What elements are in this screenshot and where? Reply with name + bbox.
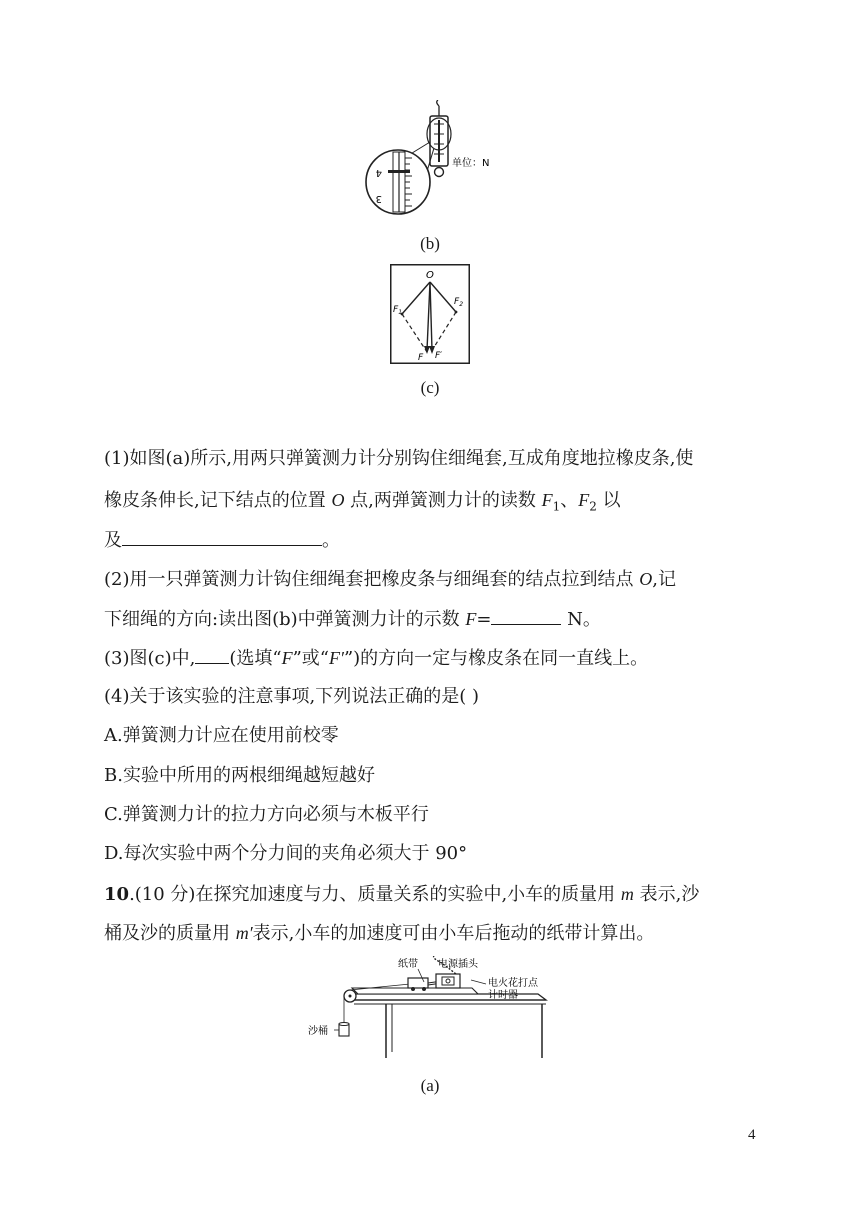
figure-b-tick-4: 4 [375,167,382,178]
figure-c-caption: (c) [420,378,440,397]
figure-a-caption: (a) [420,1076,440,1095]
figure-a-label-tape: 纸带 [398,959,418,970]
q4-option-a[interactable]: A.弹簧测力计应在使用前校零 [104,725,339,746]
figure-b-unit-label: 单位：N [452,158,490,169]
figure-c-label-f2: $F_2$ [454,297,464,308]
figure-c-force-diagram [390,264,470,364]
q4-option-b[interactable]: B.实验中所用的两根细绳越短越好 [104,765,375,786]
q3-line: (3)图(c)中, (选填“F”或“F′”)的方向一定与橡皮条在同一直线上。 [104,645,648,671]
q1-line-3: 及 。 [104,527,340,553]
figure-c-label-f: F [418,353,424,363]
q4-stem: (4)关于该实验的注意事项,下列说法正确的是( ) [104,686,479,707]
figure-c-label-f1: $F_1$ [393,305,403,316]
q1-answer-blank[interactable] [122,527,322,546]
figure-a-label-timer-1: 电火花打点 [488,978,538,989]
figure-b-caption: (b) [420,234,440,253]
figure-c-label-f-prime: F′ [435,351,443,361]
figure-a-apparatus [306,956,596,1066]
figure-a-label-bucket: 沙桶 [308,1026,328,1037]
q10-line-1: 10.(10 分)在探究加速度与力、质量关系的实验中,小车的质量用 m 表示,沙 [104,884,700,905]
q2-line-1: (2)用一只弹簧测力计钩住细绳套把橡皮条与细绳套的结点拉到结点 O,记 [104,569,676,590]
figure-b-spring-scale [360,100,510,220]
q2-answer-blank[interactable] [491,606,561,625]
figure-c-label-o: O [426,270,434,281]
figure-a-label-plug: 电源插头 [438,959,478,970]
q4-option-c[interactable]: C.弹簧测力计的拉力方向必须与木板平行 [104,804,429,825]
q10-line-2: 桶及沙的质量用 m′表示,小车的加速度可由小车后拖动的纸带计算出。 [104,923,655,944]
page-number: 4 [748,1127,756,1143]
q4-option-d[interactable]: D.每次实验中两个分力间的夹角必须大于 90° [104,843,468,864]
q3-answer-blank[interactable] [195,645,229,664]
q1-line-1: (1)如图(a)所示,用两只弹簧测力计分别钩住细绳套,互成角度地拉橡皮条,使 [104,448,694,469]
q2-line-2: 下细绳的方向:读出图(b)中弹簧测力计的示数 F= N。 [104,606,601,632]
q1-line-2: 橡皮条伸长,记下结点的位置 O 点,两弹簧测力计的读数 $F_1$、$F_2$ 以 [104,490,621,514]
figure-b-tick-3: 3 [375,193,382,204]
figure-a-label-timer-2: 计时器 [488,990,518,1001]
